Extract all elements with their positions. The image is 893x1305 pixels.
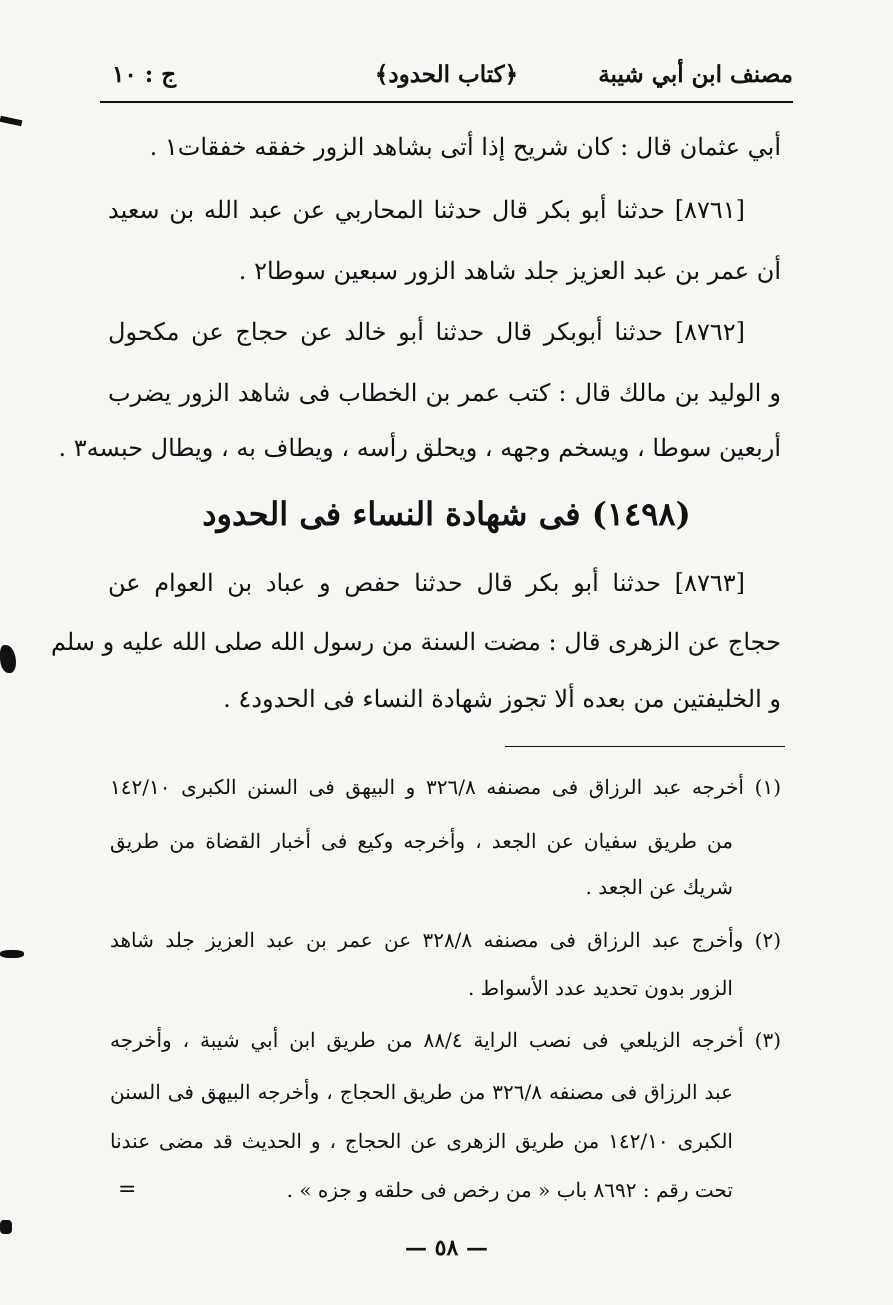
text-line: [٨٧٦١] حدثنا أبو بكر قال حدثنا المحاربي عن عبد الله بن سعيد <box>108 196 745 224</box>
text-line: أربعين سوطا ، ويسخم وجهه ، ويحلق رأسه ، ويطاف به ، ويطال حبسه٣ . <box>58 434 781 462</box>
scan-mark <box>0 116 22 126</box>
chapter-title: ﴿كتاب الحدود﴾ <box>374 61 519 88</box>
page-number: — ٥٨ — <box>405 1235 488 1261</box>
text-line: [٨٧٦٣] حدثنا أبو بكر قال حدثنا حفص و عباد بن العوام عن <box>108 569 745 597</box>
footnote-line: (٢) وأخرج عبد الرزاق فى مصنفه ٣٢٨/٨ عن عمر بن عبد العزيز جلد شاهد <box>110 928 781 952</box>
text-line: و الوليد بن مالك قال : كتب عمر بن الخطاب فى شاهد الزور يضرب <box>108 379 781 407</box>
footnote-line: (١) أخرجه عبد الرزاق فى مصنفه ٣٢٦/٨ و البيهق فى السنن الكبرى ١٤٢/١٠ <box>110 775 781 799</box>
footnote-line: عبد الرزاق فى مصنفه ٣٢٦/٨ من طريق الحجاج ، وأخرجه البيهق فى السنن <box>110 1080 733 1104</box>
text-line: و الخليفتين من بعده ألا تجوز شهادة النساء فى الحدود٤ . <box>223 685 781 713</box>
scan-mark <box>0 1220 12 1234</box>
text-line: حجاج عن الزهرى قال : مضت السنة من رسول الله صلى الله عليه و سلم <box>50 628 781 656</box>
header-rule <box>100 101 793 103</box>
text-line: أبي عثمان قال : كان شريح إذا أتى بشاهد الزور خفقه خفقات١ . <box>149 133 781 161</box>
footnote-line: الكبرى ١٤٢/١٠ من طريق الزهرى عن الحجاج ، و الحديث قد مضى عندنا <box>110 1129 733 1153</box>
footnote-rule <box>505 746 785 747</box>
volume-number: ج : ١٠ <box>112 61 177 88</box>
text-line: [٨٧٦٢] حدثنا أبوبكر قال حدثنا أبو خالد عن حجاج عن مكحول <box>108 318 745 346</box>
footnote-line: شريك عن الجعد . <box>585 875 733 899</box>
section-heading: (١٤٩٨) فى شهادة النساء فى الحدود <box>202 495 691 533</box>
footnote-line: تحت رقم : ٨٦٩٢ باب « من رخص فى حلقه و جزه » . <box>286 1178 733 1202</box>
scan-mark <box>0 645 16 673</box>
text-line: أن عمر بن عبد العزيز جلد شاهد الزور سبعين سوطا٢ . <box>238 257 781 285</box>
footnote-line: (٣) أخرجه الزيلعي فى نصب الراية ٨٨/٤ من طريق ابن أبي شيبة ، وأخرجه <box>110 1028 781 1052</box>
continuation-mark: = <box>118 1177 137 1202</box>
scan-mark <box>0 950 24 958</box>
running-header <box>100 55 793 99</box>
footnote-line: من طريق سفيان عن الجعد ، وأخرجه وكيع فى أخبار القضاة من طريق <box>110 829 733 853</box>
footnote-line: الزور بدون تحديد عدد الأسواط . <box>467 976 733 1000</box>
book-title: مصنف ابن أبي شيبة <box>598 61 793 88</box>
